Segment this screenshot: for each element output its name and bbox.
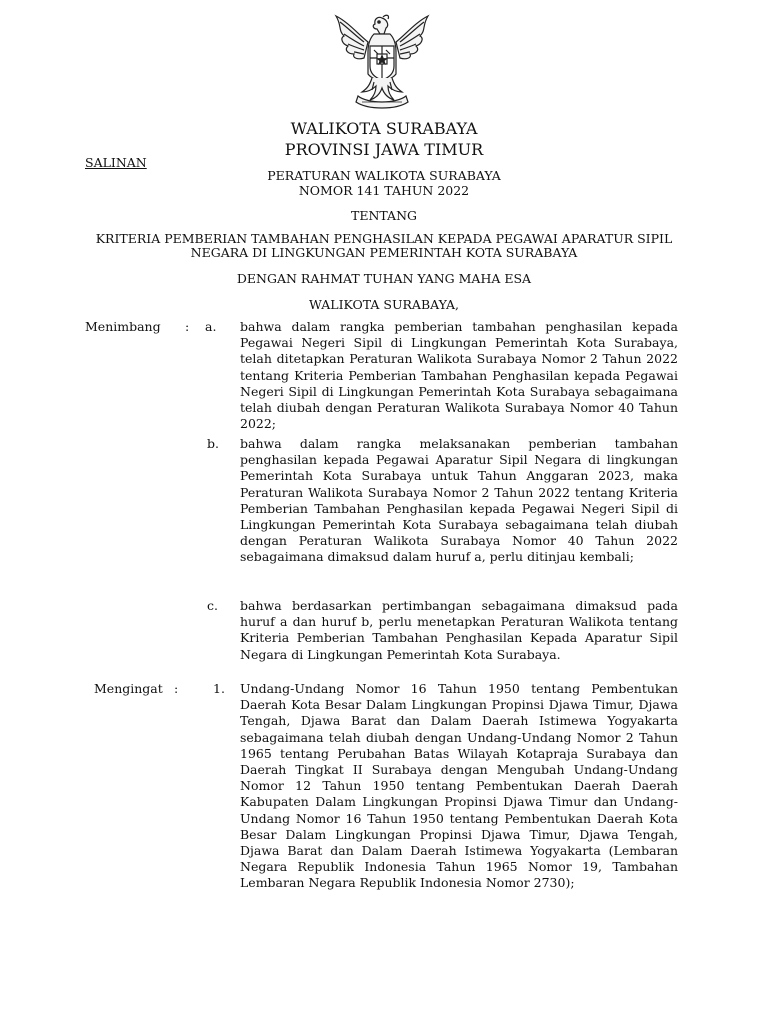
issuer-text: WALIKOTA SURABAYA, bbox=[309, 297, 459, 312]
regulation-type: PERATURAN WALIKOTA SURABAYA bbox=[267, 168, 501, 183]
header-title-line2: PROVINSI JAWA TIMUR bbox=[284, 140, 484, 159]
mengingat-colon: : bbox=[174, 681, 179, 696]
header-title-line1: WALIKOTA SURABAYA bbox=[290, 119, 478, 138]
menimbang-item-marker: b. bbox=[207, 436, 219, 451]
mengingat-item-text: Undang-Undang Nomor 16 Tahun 1950 tentang Pembentukan Daerah Kota Besar Dalam Lingkungan Propinsi Djawa Timur, Djawa Tengah, Djawa Barat dan Dalam Daerah Istimewa Yogyakarta sebagaimana telah diubah dengan Undang-Undang Nomor 2 Tahun 1965 tentang Perubahan Batas Wilayah Kotapraja Surabaya dan Daerah Tingkat II Surabaya dengan Mengubah Undang-Undang Nomor 12 Tahun 1950 tentang Pembentukan Daerah Daerah Kabupaten Dalam Lingkungan Propinsi Djawa Timur dan Undang-Undang Nomor 16 Tahun 1950 tentang Pembentukan Daerah Kota Besar Dalam Lingkungan Propinsi Djawa Timur, Djawa Tengah, Djawa Barat dan Dalam Daerah Istimewa Yogyakarta (Lembaran Negara Republik Indonesia Tahun 1965 Nomor 19, Tambahan Lembaran Negara Republik Indonesia Nomor 2730); bbox=[240, 681, 678, 891]
regulation-subject-line2: NEGARA DI LINGKUNGAN PEMERINTAH KOTA SURABAYA bbox=[190, 245, 578, 260]
menimbang-item-marker: a. bbox=[205, 319, 217, 334]
menimbang-item-text: bahwa dalam rangka melaksanakan pemberian tambahan penghasilan kepada Pegawai Aparatur Sipil Negara di lingkungan Pemerintah Kota Surabaya untuk Tahun Anggaran 2023, maka Peraturan Walikota Surabaya Nomor 2 Tahun 2022 tentang Kriteria Pemberian Tambahan Penghasilan kepada Pegawai Negeri Sipil di Lingkungan Pemerintah Kota Surabaya sebagaimana telah diubah dengan Peraturan Walikota Surabaya Nomor 40 Tahun 2022 sebagaimana dimaksud dalam huruf a, perlu ditinjau kembali; bbox=[240, 436, 678, 565]
garuda-emblem-icon bbox=[328, 12, 436, 112]
mengingat-label: Mengingat bbox=[94, 681, 163, 696]
regulation-number: NOMOR 141 TAHUN 2022 bbox=[298, 183, 470, 198]
tentang-heading: TENTANG bbox=[350, 208, 417, 223]
menimbang-label: Menimbang bbox=[85, 319, 161, 334]
menimbang-item-text: bahwa dalam rangka pemberian tambahan penghasilan kepada Pegawai Negeri Sipil di Lingkungan Pemerintah Kota Surabaya, telah ditetapkan Peraturan Walikota Surabaya Nomor 2 Tahun 2022 tentang Kriteria Pemberian Tambahan Penghasilan kepada Pegawai Negeri Sipil di Lingkungan Pemerintah Kota Surabaya sebagaimana telah diubah dengan Peraturan Walikota Surabaya Nomor 40 Tahun 2022; bbox=[240, 319, 678, 432]
salinan-label: SALINAN bbox=[85, 155, 147, 170]
menimbang-item-text: bahwa berdasarkan pertimbangan sebagaimana dimaksud pada huruf a dan huruf b, perlu menetapkan Peraturan Walikota tentang Kriteria Pemberian Tambahan Penghasilan Kepada Aparatur Sipil Negara di Lingkungan Pemerintah Kota Surabaya. bbox=[240, 598, 678, 662]
menimbang-colon: : bbox=[185, 319, 190, 334]
menimbang-item-marker: c. bbox=[207, 598, 218, 613]
mengingat-item-marker: 1. bbox=[213, 681, 225, 696]
invocation-text: DENGAN RAHMAT TUHAN YANG MAHA ESA bbox=[236, 271, 532, 286]
regulation-subject-line1: KRITERIA PEMBERIAN TAMBAHAN PENGHASILAN KEPADA PEGAWAI APARATUR SIPIL bbox=[95, 231, 673, 246]
